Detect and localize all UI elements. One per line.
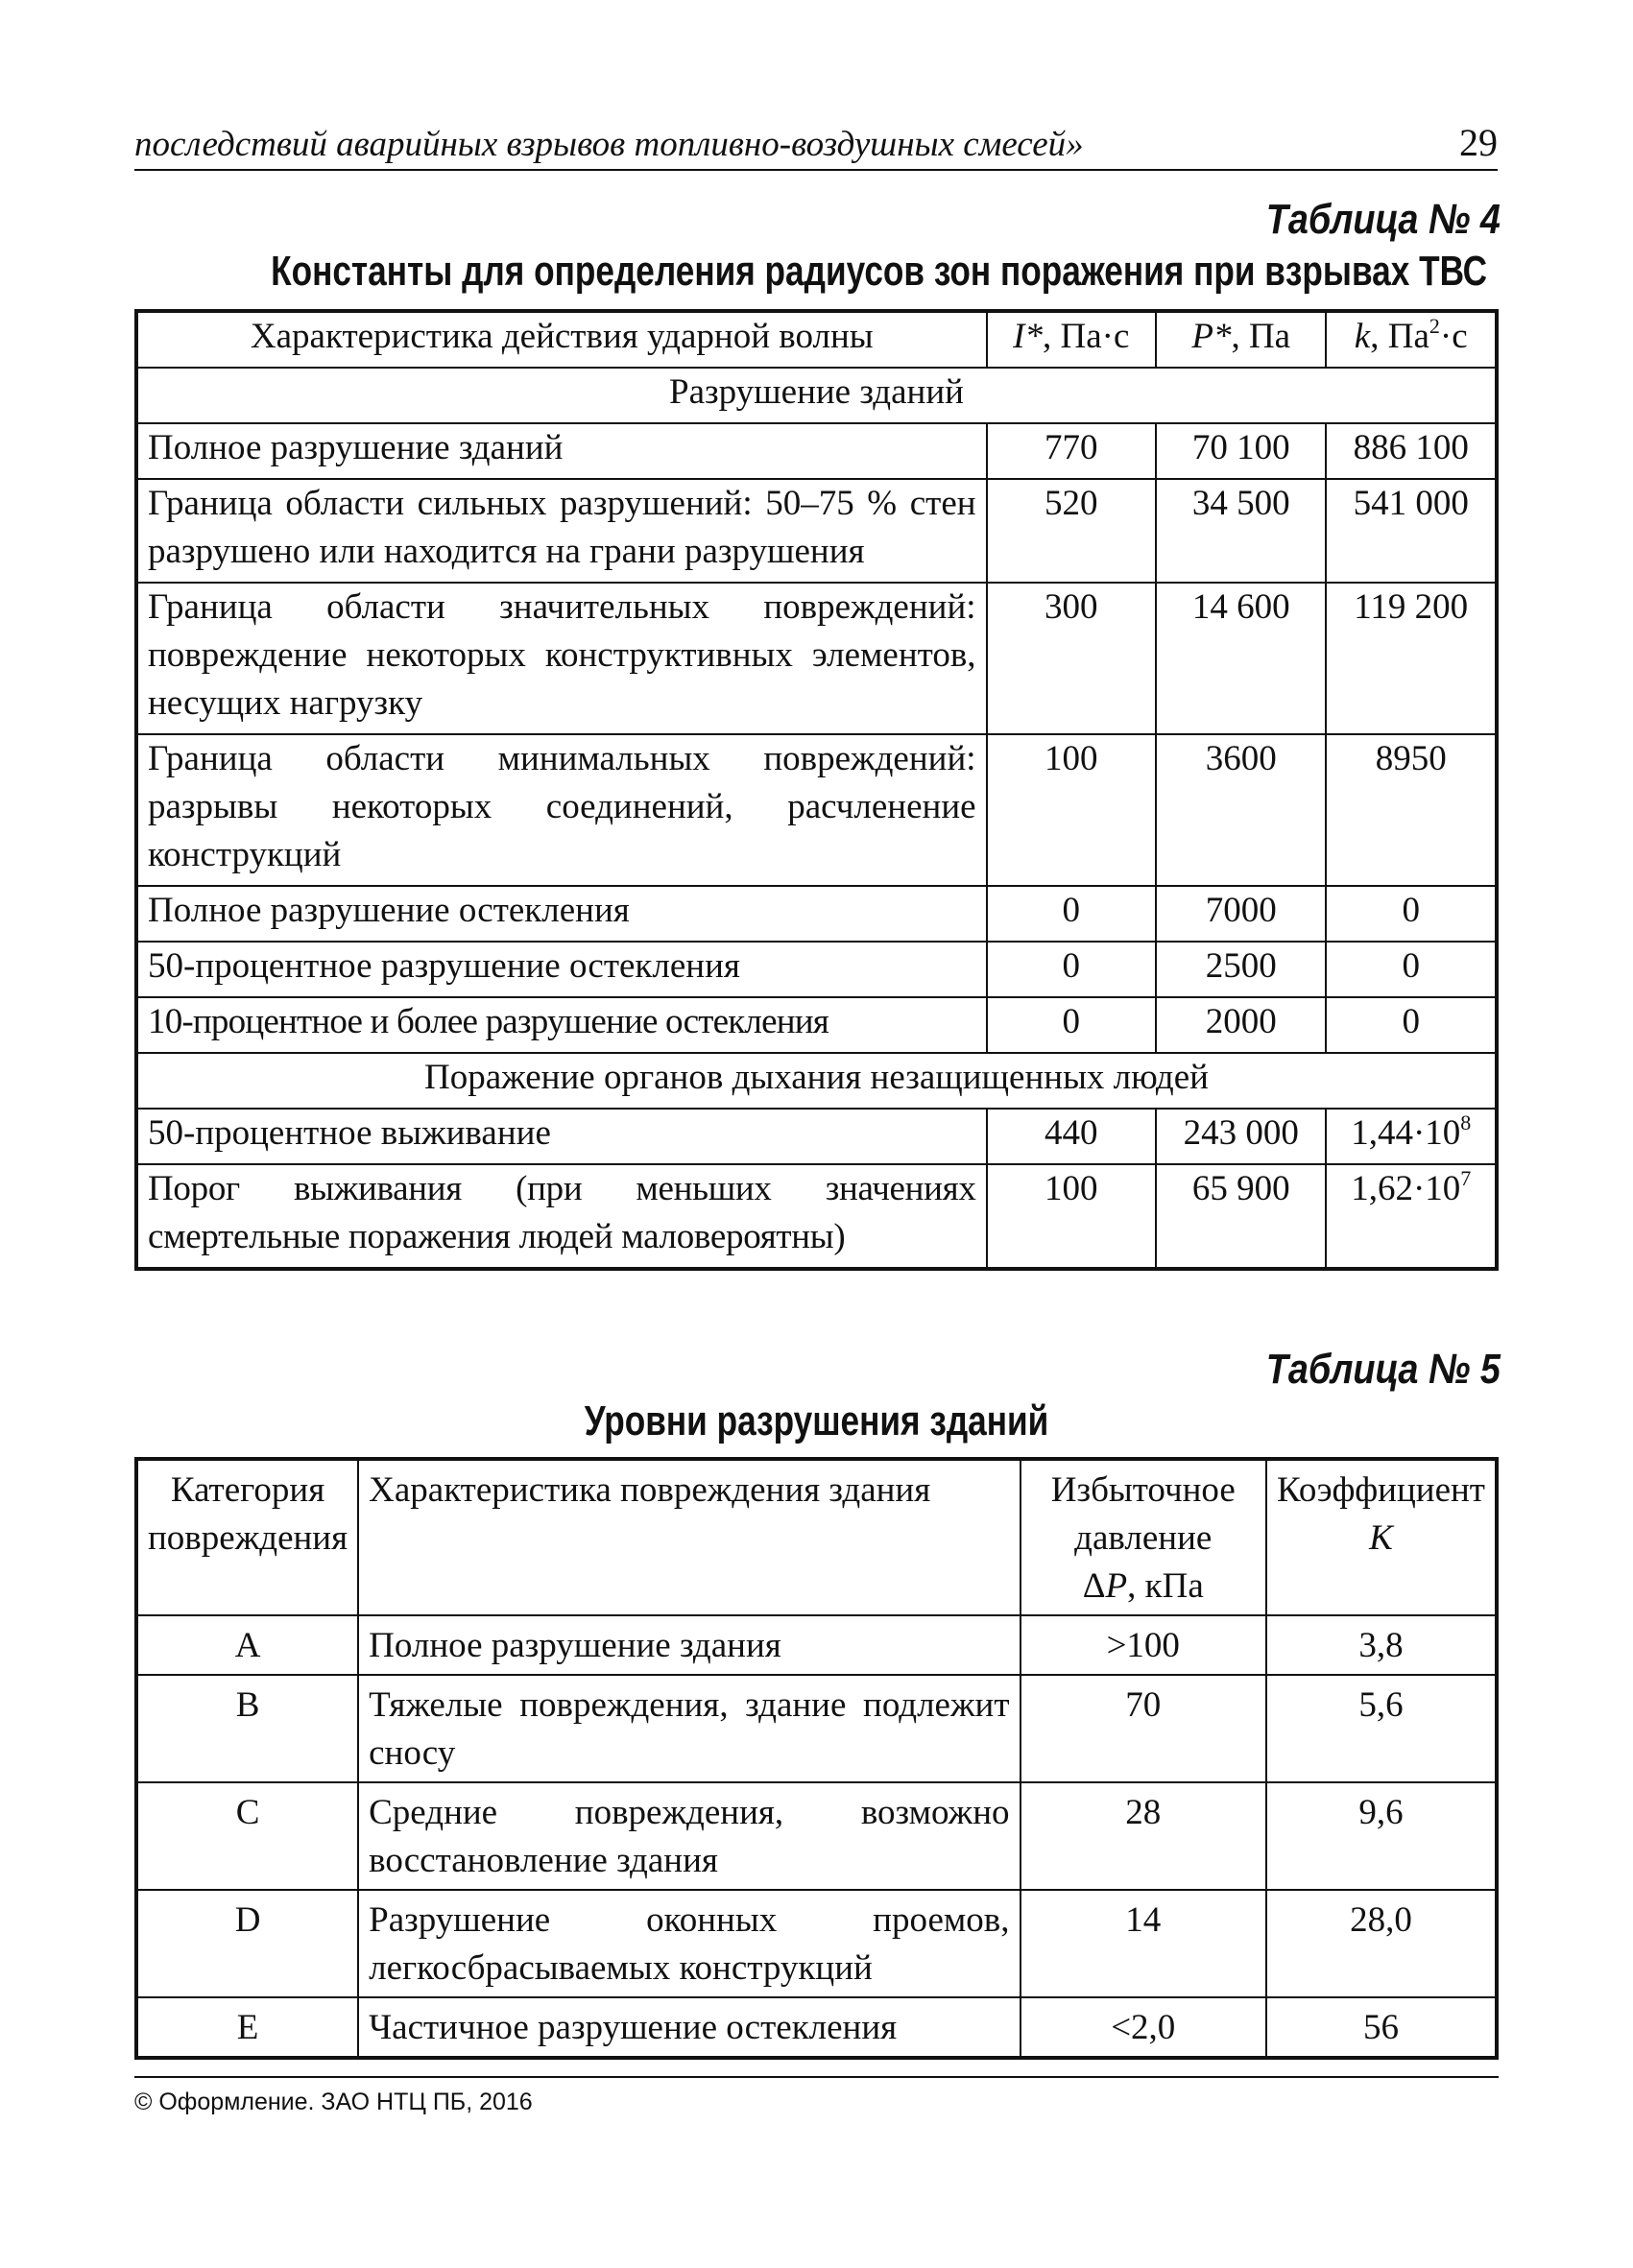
row-coefficient: 9,6 (1266, 1782, 1497, 1890)
row-impulse: 0 (987, 997, 1156, 1053)
row-pressure: 2000 (1156, 997, 1326, 1053)
row-pressure: 3600 (1156, 734, 1326, 886)
row-pressure: 34 500 (1156, 479, 1326, 583)
table-row (136, 583, 1497, 734)
page-number: 29 (1459, 121, 1498, 164)
table4-header-k: k, $Па^2\cdot с$ (1326, 311, 1497, 368)
table-row (136, 1782, 1497, 1890)
table-row (136, 997, 1497, 1053)
table-row (136, 479, 1497, 583)
table-row (136, 1675, 1497, 1782)
row-impulse: 520 (987, 479, 1156, 583)
row-impulse: 100 (987, 1164, 1156, 1269)
row-label: Граница области значительных повреждений: повреждение некоторых конструктивных элементов, несущих нагрузку (136, 583, 987, 734)
row-description: Полное разрушение здания (358, 1615, 1020, 1675)
row-category: C (136, 1782, 358, 1890)
row-category: B (136, 1675, 358, 1782)
row-pressure: 28 (1021, 1782, 1267, 1890)
row-k: 541 000 (1326, 479, 1497, 583)
row-impulse: 0 (987, 942, 1156, 997)
row-k: 8950 (1326, 734, 1497, 886)
row-category: D (136, 1890, 358, 1997)
row-label: 50-процентное выживание (136, 1109, 987, 1164)
table4-header-row (136, 311, 1497, 368)
row-impulse: 0 (987, 886, 1156, 942)
row-coefficient: 28,0 (1266, 1890, 1497, 1997)
row-pressure: 65 900 (1156, 1164, 1326, 1269)
table4-header-pressure: P*, Па (1156, 311, 1326, 368)
row-coefficient: 56 (1266, 1997, 1497, 2058)
table5-number: Таблица № 5 (1265, 1346, 1501, 1393)
row-pressure: 70 (1021, 1675, 1267, 1782)
table4-number: Таблица № 4 (1265, 196, 1501, 243)
table5-header-category: Категория повреждения (136, 1459, 358, 1615)
row-pressure: >100 (1021, 1615, 1267, 1675)
row-description: Частичное разрушение остекления (358, 1997, 1020, 2058)
row-description: Средние повреждения, возможно восстановление здания (358, 1782, 1020, 1890)
row-pressure: 7000 (1156, 886, 1326, 942)
table5-header-coefficient: Коэффициент K (1266, 1459, 1497, 1615)
row-label: 10-процентное и более разрушение остекления (136, 997, 987, 1053)
row-label: Граница области минимальных повреждений: разрывы некоторых соединений, расчленение конструкций (136, 734, 987, 886)
table-row (136, 1615, 1497, 1675)
row-category: A (136, 1615, 358, 1675)
table4-header-characteristic: Характеристика действия ударной волны (136, 311, 987, 368)
table4 (134, 309, 1499, 1271)
table4-section-respiratory: Поражение органов дыхания незащищенных людей (136, 1053, 1497, 1109)
table-row (136, 1997, 1497, 2058)
table5-header-characteristic: Характеристика повреждения здания (358, 1459, 1020, 1615)
row-label: Полное разрушение остекления (136, 886, 987, 942)
row-k: $1,62\cdot 10^7$ (1326, 1164, 1497, 1269)
row-pressure: 14 600 (1156, 583, 1326, 734)
row-k: $1,44\cdot 10^8$ (1326, 1109, 1497, 1164)
row-label: Порог выживания (при меньших значениях смертельные поражения людей маловероятны) (136, 1164, 987, 1269)
table4-section-buildings: Разрушение зданий (136, 368, 1497, 423)
running-title: последствий аварийных взрывов топливно-воздушных смесей» (134, 125, 1084, 164)
table4-section-row (136, 368, 1497, 423)
row-pressure: 70 100 (1156, 423, 1326, 479)
row-impulse: 300 (987, 583, 1156, 734)
footer-divider (134, 2076, 1499, 2078)
row-k: 0 (1326, 942, 1497, 997)
row-pressure: 14 (1021, 1890, 1267, 1997)
row-k: 0 (1326, 886, 1497, 942)
table4-section-row (136, 1053, 1497, 1109)
footer-copyright: © Оформление. ЗАО НТЦ ПБ, 2016 (134, 2089, 533, 2115)
row-coefficient: 3,8 (1266, 1615, 1497, 1675)
running-header (134, 113, 1498, 171)
row-pressure: 2500 (1156, 942, 1326, 997)
row-pressure: 243 000 (1156, 1109, 1326, 1164)
table5-header-row (136, 1459, 1497, 1615)
table-row (136, 1164, 1497, 1269)
table-row (136, 1109, 1497, 1164)
table5-header-pressure: Избыточное давление ΔP, кПа (1021, 1459, 1267, 1615)
table-row (136, 423, 1497, 479)
row-k: 886 100 (1326, 423, 1497, 479)
table4-title: Константы для определения радиусов зон поражения при взрывах ТВС (271, 248, 1488, 295)
table5-title: Уровни разрушения зданий (584, 1397, 1049, 1444)
row-pressure: <2,0 (1021, 1997, 1267, 2058)
row-coefficient: 5,6 (1266, 1675, 1497, 1782)
row-description: Разрушение оконных проемов, легкосбрасываемых конструкций (358, 1890, 1020, 1997)
table-row (136, 942, 1497, 997)
row-label: Граница области сильных разрушений: 50–75 % стен разрушено или находится на грани разрушения (136, 479, 987, 583)
row-k: 0 (1326, 997, 1497, 1053)
row-label: Полное разрушение зданий (136, 423, 987, 479)
table5 (134, 1457, 1499, 2060)
table-row (136, 1890, 1497, 1997)
row-description: Тяжелые повреждения, здание подлежит сносу (358, 1675, 1020, 1782)
row-category: E (136, 1997, 358, 2058)
row-k: 119 200 (1326, 583, 1497, 734)
row-impulse: 100 (987, 734, 1156, 886)
table4-header-impulse: I*, Па·с (987, 311, 1156, 368)
row-impulse: 770 (987, 423, 1156, 479)
row-impulse: 440 (987, 1109, 1156, 1164)
table-row (136, 886, 1497, 942)
table-row (136, 734, 1497, 886)
row-label: 50-процентное разрушение остекления (136, 942, 987, 997)
